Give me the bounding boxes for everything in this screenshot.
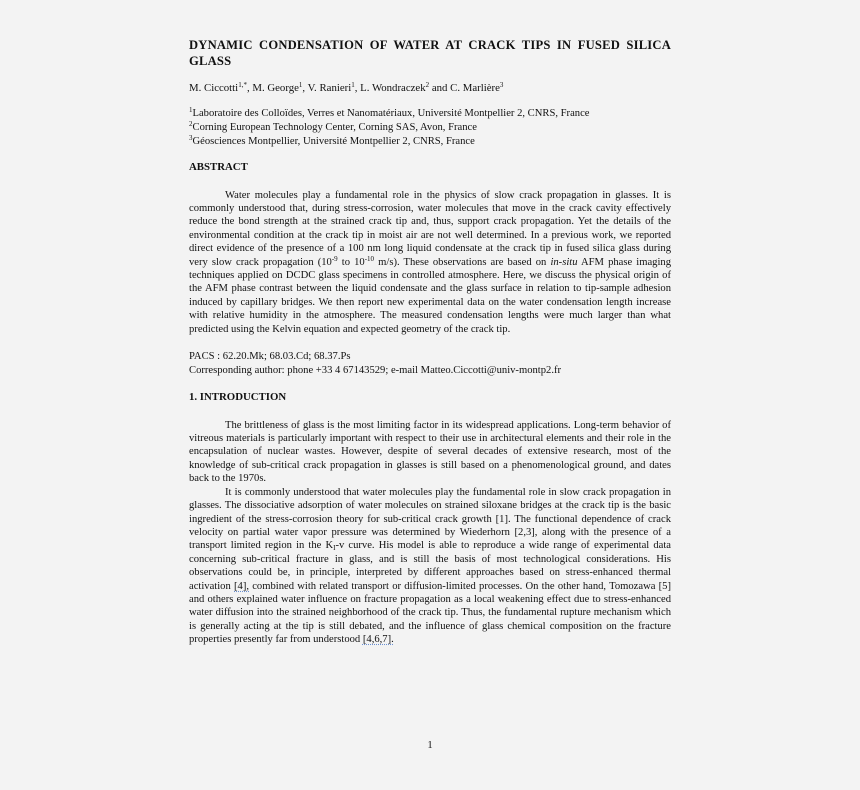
author-sep: , xyxy=(246,82,253,94)
author-name: M. George xyxy=(252,82,299,94)
citation-link[interactable]: [4,6,7]. xyxy=(362,634,394,646)
intro-paragraph-1: The brittleness of glass is the most limiting factor in its widespread applications. Long-term behavior of vitreous materials is particularly important with respect to their use in architectural elements and their role in the encapsulation of nuclear wastes. However, despite of several decades of extensive research, most of the knowledge of sub-critical crack propagation in glasses is still based on a phenomenological ground, and dates back to the 1970s. xyxy=(189,419,671,485)
abstract-text xyxy=(189,189,671,336)
abstract-segment: Water molecules play a fundamental role in the physics of slow crack propagation in glasses. It is commonly understood that, during stress-corrosion, water molecules that move in the crack cavity effectively reduce the bond strength at the strained crack tip and, thus, support crack propagation. Yet the details of the environmental condition at the crack tip in moist air are not well determined. In a previous work, we reported direct evidence of the presence of a 100 nm long liquid condensate at the crack tip in fused silica glass during very slow crack propagation (10 xyxy=(189,189,671,268)
affiliation-number: 3 xyxy=(189,133,193,142)
exponent: -9 xyxy=(331,254,338,263)
affiliation-text: Corning European Technology Center, Corning SAS, Avon, France xyxy=(192,122,477,133)
author-name: V. Ranieri xyxy=(307,82,352,94)
corresponding-author: Corresponding author: phone +33 4 67143529; e-mail Matteo.Ciccotti@univ-montp2.fr xyxy=(189,364,562,376)
author-list xyxy=(189,82,671,95)
exponent: -10 xyxy=(364,254,375,263)
page-number: 1 xyxy=(427,740,433,751)
author-name: C. Marlière xyxy=(450,82,500,94)
affiliation-number: 2 xyxy=(189,120,193,128)
subscript: I xyxy=(333,544,336,553)
author-sep: , xyxy=(354,82,361,94)
page-content xyxy=(189,37,671,647)
affiliation xyxy=(189,121,671,135)
abstract-italic: in-situ xyxy=(550,256,578,268)
abstract-segment: to 10 xyxy=(337,256,365,268)
intro-paragraph-2 xyxy=(189,486,671,647)
author-name: M. Ciccotti xyxy=(189,82,239,94)
author-name: L. Wondraczek xyxy=(360,82,426,94)
author-affil-sup: 1 xyxy=(298,81,303,89)
paragraph-segment: It is commonly understood that water molecules play the fundamental role in slow crack propagation in glasses. The dissociative adsorption of water molecules on strained siloxane bridges at the crack tip is the basic ingredient of the stress-corrosion theory for sub-critical crack growth [1]. The functional dependence of crack velocity on partial water vapor pressure was determined by Wiederhorn [2,3], along with the presence of a transport limited region in the K xyxy=(189,486,671,552)
author-affil-sup: 1 xyxy=(351,81,355,89)
abstract-segment: AFM phase imaging techniques applied on DCDC glass specimens in controlled atmosphere. Here, we discuss the physical origin of the AFM phase contrast between the liquid condensate and the glass surface in relation to tip-sample adhesion induced by capillary bridges. We then report new experimental data on the water condensation length increase with relative humidity in the atmosphere. The measured condensation lengths were much larger than what predicted using the Kelvin equation and expected geometry of the crack tip. xyxy=(189,256,671,335)
paper-title: DYNAMIC CONDENSATION OF WATER AT CRACK TIPS IN FUSED SILICA GLASS xyxy=(189,38,671,68)
affiliation-text: Laboratoire des Colloïdes, Verres et Nanomatériaux, Université Montpellier 2, CNRS, France xyxy=(192,108,590,120)
affiliation-number: 1 xyxy=(189,106,193,115)
author-sep: and xyxy=(429,82,451,94)
pacs-block xyxy=(189,350,671,377)
affiliation-text: Géosciences Montpellier, Université Montpellier 2, CNRS, France xyxy=(192,135,475,147)
paragraph-segment: -v curve. His model is able to reproduce a wide range of experimental data concerning sub-critical fracture in glass, and is still the basis of most technological considerations. His observations could be, in principle, interpreted by different approaches based on stress-enhanced thermal activation xyxy=(189,540,671,592)
abstract-heading: ABSTRACT xyxy=(189,161,248,174)
affiliation-list xyxy=(189,107,671,148)
abstract-segment: m/s). These observations are based on xyxy=(374,256,551,268)
citation-link[interactable]: [4], xyxy=(234,580,250,592)
author-affil-sup: 2 xyxy=(425,81,430,89)
affiliation xyxy=(189,135,671,149)
author-affil-sup: 1,* xyxy=(238,81,247,89)
affiliation xyxy=(189,107,671,121)
paragraph-segment: combined with related transport or diffusion-limited processes. On the other hand, Tomozawa [5] and others explained water influence on fracture propagation as a local weakening effect due to stress-enhanced water diffusion into the strained neighborhood of the crack tip. Thus, the fundamental rupture mechanism which is generally acting at the tip is still debated, and the influence of glass chemical composition on the fracture properties presently far from understood xyxy=(189,580,671,646)
author-sep: , xyxy=(302,82,308,94)
author-affil-sup: 3 xyxy=(499,81,504,89)
section-heading-introduction: 1. INTRODUCTION xyxy=(189,391,287,404)
pacs-codes: PACS : 62.20.Mk; 68.03.Cd; 68.37.Ps xyxy=(189,351,351,363)
